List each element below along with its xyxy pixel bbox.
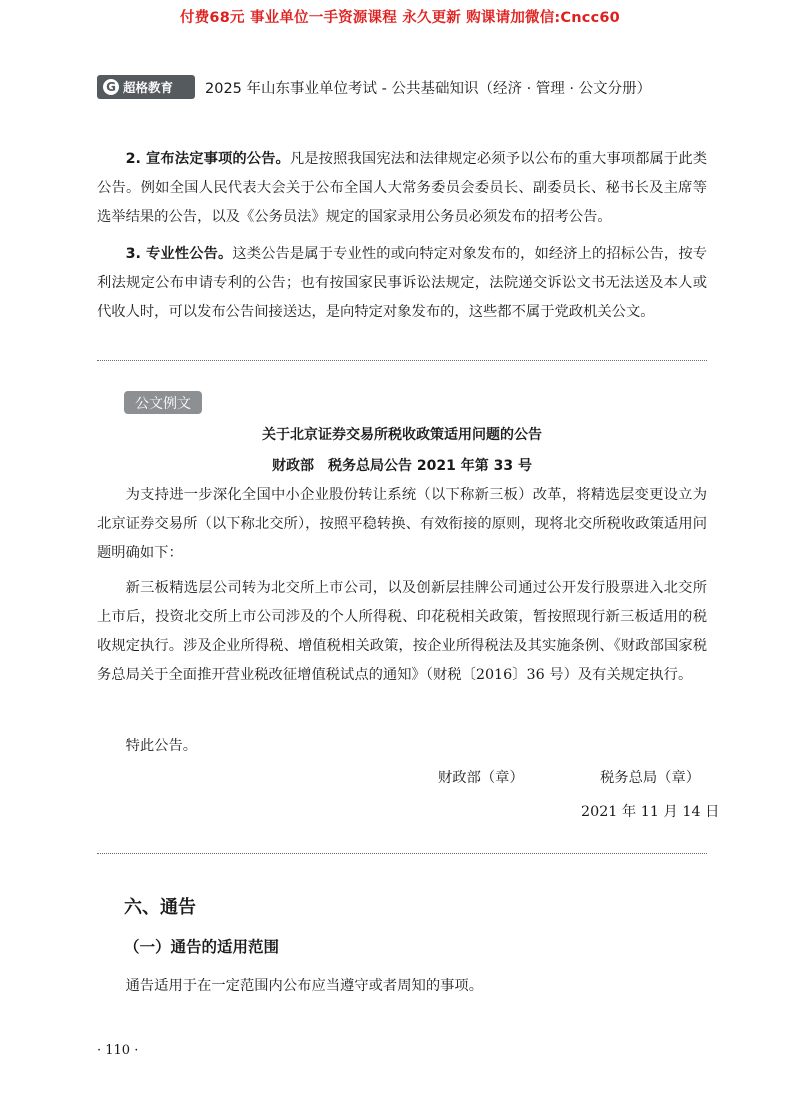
brand-logo: [97, 75, 195, 99]
item-3-lead: 3. 专业性公告。: [125, 246, 233, 262]
logo-g-icon: G: [103, 79, 119, 95]
signature-ministry-of-finance: 财政部（章）: [438, 770, 524, 786]
example-tag: 公文例文: [124, 391, 202, 414]
paragraph-item-2: [97, 145, 707, 232]
dotted-divider-top: [97, 360, 707, 361]
logo-text: 超格教育: [123, 80, 174, 95]
paragraph-item-3: [97, 240, 707, 327]
item-2-text: 凡是按照我国宪法和法律规定必须予以公布的重大事项都属于此类公告。例如全国人民代表大会关于公布全国人大常务委员会委员长、副委员长、秘书长及主席等选举结果的公告，以及《公务员法》规定的国家录用公务员必须发布的招考公告。: [97, 151, 708, 225]
header-title: 2025 年山东事业单位考试 - 公共基础知识（经济 · 管理 · 公文分册）: [205, 80, 652, 97]
page-number: · 110 ·: [97, 1043, 139, 1058]
example-paragraph-2: 新三板精选层公司转为北交所上市公司，以及创新层挂牌公司通过公开发行股票进入北交所上市后，投资北交所上市公司涉及的个人所得税、印花税相关政策，暂按照现行新三板适用的税收规定执行。涉及企业所得税、增值税相关政策，按企业所得税法及其实施条例、《财政部国家税务总局关于全面推开营业税改征增值税试点的通知》（财税〔2016〕36 号）及有关规定执行。: [97, 580, 707, 683]
example-paragraph-1: 为支持进一步深化全国中小企业股份转让系统（以下称新三板）改革，将精选层变更设立为北京证券交易所（以下称北交所），按照平稳转换、有效衔接的原则，现将北交所税收政策适用问题明确如下：: [97, 487, 707, 561]
signature-tax-administration: 税务总局（章）: [600, 770, 701, 786]
document-date: 2021 年 11 月 14 日: [581, 804, 720, 820]
section-text: 通告适用于在一定范围内公布应当遵守或者周知的事项。: [125, 978, 484, 994]
example-paragraph-3: 特此公告。: [125, 738, 198, 754]
dotted-divider-bottom: [97, 853, 707, 854]
example-title: 关于北京证券交易所税收政策适用问题的公告: [262, 427, 542, 443]
subsection-heading: （一）通告的适用范围: [124, 938, 280, 956]
item-2-lead: 2. 宣布法定事项的公告。: [125, 151, 290, 167]
page-header: [97, 75, 651, 99]
section-heading: 六、通告: [124, 897, 196, 918]
item-3-text: 这类公告是属于专业性的或向特定对象发布的，如经济上的招标公告，按专利法规定公布申请专利的公告；也有按国家民事诉讼法规定，法院递交诉讼文书无法送及本人或代收人时，可以发布公告间接送达，是向特定对象发布的，这些都不属于党政机关公文。: [97, 246, 707, 320]
watermark-banner: 付费68元 事业单位一手资源课程 永久更新 购课请加微信:Cncc60: [180, 10, 620, 26]
example-subtitle: 财政部 税务总局公告 2021 年第 33 号: [272, 458, 532, 474]
